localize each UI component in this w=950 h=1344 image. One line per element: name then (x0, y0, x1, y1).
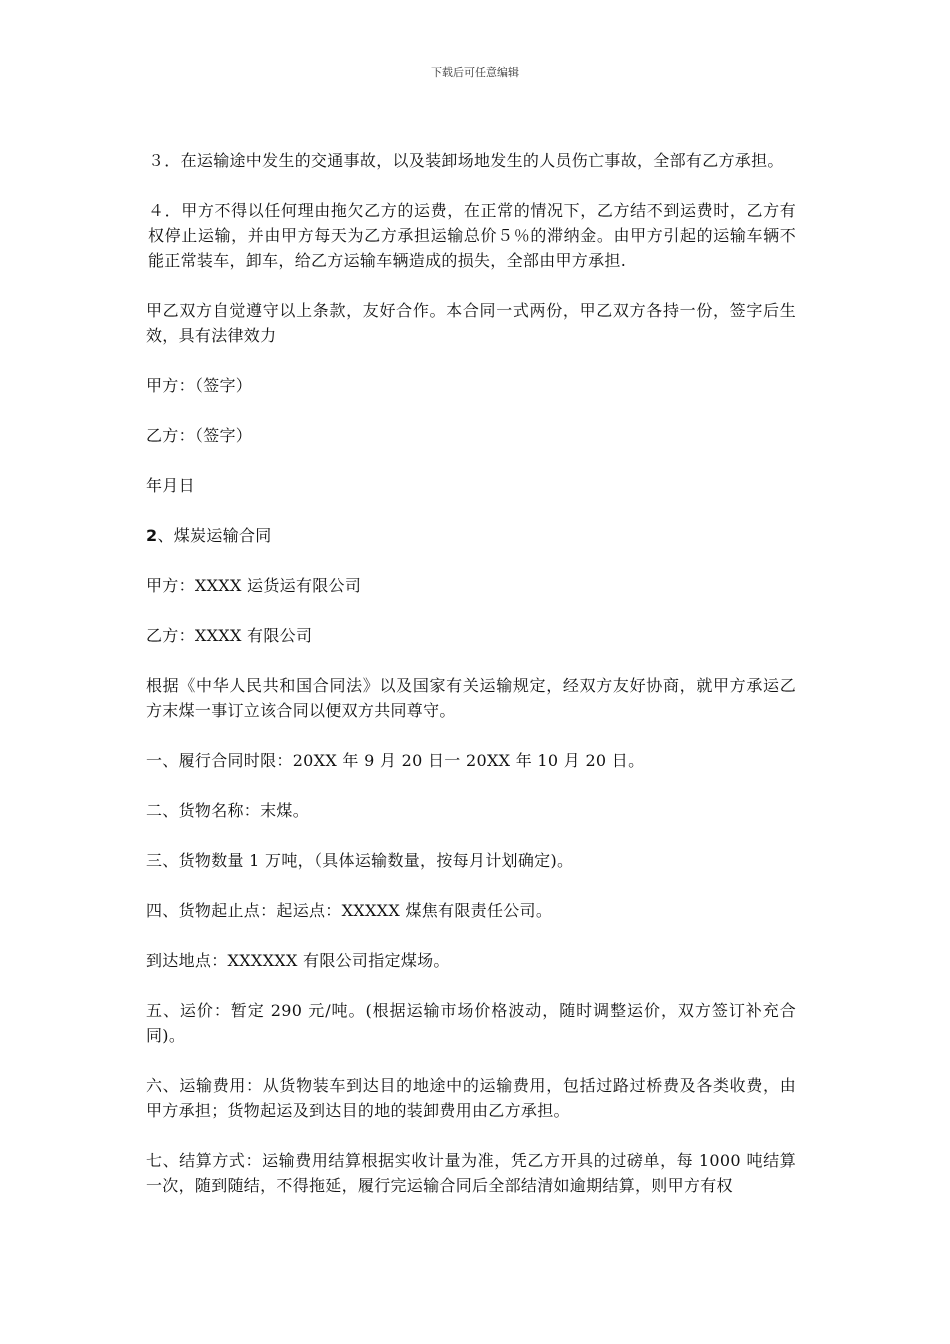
party-b: 乙方：XXXX 有限公司 (146, 626, 313, 645)
section-number: 2 (146, 526, 158, 545)
item-5-price: 五、运价：暂定 290 元/吨。(根据运输市场价格波动，随时调整运价，双方签订补充合同)。 (146, 1001, 796, 1045)
document-body (146, 148, 796, 1223)
section-heading (146, 523, 796, 548)
item-4-destination: 到达地点：XXXXXX 有限公司指定煤场。 (146, 951, 450, 970)
mutual-agreement: 甲乙双方自觉遵守以上条款，友好合作。本合同一式两份，甲乙双方各持一份，签字后生效，具有法律效力 (146, 301, 796, 345)
party-a: 甲方：XXXX 运货运有限公司 (146, 576, 362, 595)
item-1-term: 一、履行合同时限：20XX 年 9 月 20 日一 20XX 年 10 月 20 日。 (146, 751, 645, 770)
item-7-settlement: 七、结算方式：运输费用结算根据实收计量为准，凭乙方开具的过磅单，每 1000 吨结算一次，随到随结，不得拖延，履行完运输合同后全部结清如逾期结算，则甲方有权 (146, 1151, 796, 1195)
item-2-goods-name: 二、货物名称：末煤。 (146, 801, 310, 820)
item-6-fees: 六、运输费用：从货物装车到达目的地途中的运输费用，包括过路过桥费及各类收费，由甲方承担；货物起运及到达目的地的装卸费用由乙方承担。 (146, 1076, 796, 1120)
contract-basis: 根据《中华人民共和国合同法》以及国家有关运输规定，经双方友好协商，就甲方承运乙方末煤一事订立该合同以便双方共同尊守。 (146, 676, 796, 720)
party-a-signature: 甲方：（签字） (146, 376, 253, 395)
date-line: 年月日 (146, 476, 195, 495)
clause-3: ３．在运输途中发生的交通事故，以及装卸场地发生的人员伤亡事故，全部有乙方承担。 (148, 151, 784, 170)
clause-4: ４．甲方不得以任何理由拖欠乙方的运费，在正常的情况下，乙方结不到运费时，乙方有权停止运输，并由甲方每天为乙方承担运输总价５％的滞纳金。由甲方引起的运输车辆不能正常装车，卸车，给乙方运输车辆造成的损失，全部由甲方承担. (148, 201, 796, 270)
section-title: 、煤炭运输合同 (157, 526, 272, 545)
item-4-origin: 四、货物起止点：起运点：XXXXX 煤焦有限责任公司。 (146, 901, 553, 920)
party-b-signature: 乙方：（签字） (146, 426, 253, 445)
page-header: 下载后可任意编辑 (431, 66, 519, 79)
item-3-quantity: 三、货物数量 1 万吨，（具体运输数量，按每月计划确定)。 (146, 851, 574, 870)
